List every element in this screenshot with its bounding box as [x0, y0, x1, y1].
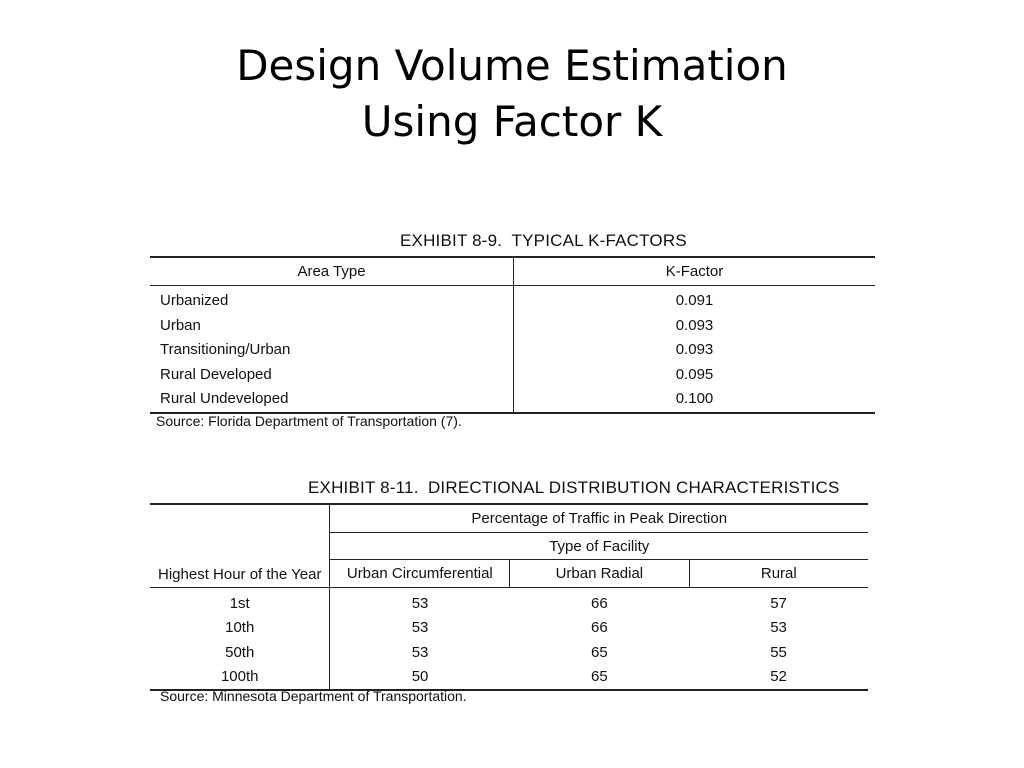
exhibit-8-9-caption: [400, 231, 687, 251]
urban-radial-cell: 65: [591, 643, 608, 661]
urban-circumferential-header: Urban Circumferential: [330, 560, 510, 588]
exhibit-8-11-number: EXHIBIT 8-11.: [308, 478, 419, 497]
area-type-cell: Urbanized: [150, 286, 514, 314]
slide-title-line-1: Design Volume Estimation: [236, 41, 788, 90]
rural-cell: 57: [770, 594, 787, 612]
table-row: [150, 387, 875, 413]
area-type-header: Area Type: [150, 257, 514, 286]
urban-circumferential-cell: 53: [411, 619, 429, 637]
urban-radial-cell: 66: [591, 594, 608, 612]
slide-title-line-2: Using Factor K: [361, 97, 663, 146]
table-row: [150, 665, 868, 691]
hour-cell: 50th: [150, 640, 330, 665]
rural-cell: 53: [770, 619, 787, 637]
k-factor-cell: 0.093: [675, 316, 714, 334]
urban-circumferential-cell: 50: [330, 665, 510, 691]
k-factor-cell: 0.100: [514, 387, 876, 413]
urban-radial-cell: 66: [591, 619, 608, 637]
urban-circumferential-cell: 53: [411, 594, 429, 612]
exhibit-8-11-caption: [308, 478, 840, 498]
exhibit-8-9-number: EXHIBIT 8-9.: [400, 231, 503, 250]
k-factor-cell: 0.093: [675, 341, 714, 359]
exhibit-8-11-source: Source: Minnesota Department of Transportation.: [160, 688, 467, 704]
urban-radial-header: Urban Radial: [510, 560, 689, 588]
hour-cell: 1st: [150, 588, 330, 616]
rural-header: Rural: [689, 560, 868, 588]
table-row: [150, 286, 875, 314]
table-row: [150, 640, 868, 665]
urban-circumferential-cell: 53: [411, 643, 429, 661]
header-row-percentage: [150, 504, 868, 533]
k-factor-cell: 0.095: [675, 365, 714, 383]
area-type-cell: Rural Developed: [150, 363, 514, 388]
exhibit-8-9-source: Source: Florida Department of Transportation (7).: [156, 413, 462, 429]
percentage-header: Percentage of Traffic in Peak Direction: [330, 504, 868, 533]
table-row: [150, 314, 875, 339]
table-row: [150, 338, 875, 363]
area-type-cell: Rural Undeveloped: [150, 387, 514, 413]
k-factor-cell: 0.091: [675, 292, 714, 310]
directional-distribution-table: [150, 503, 868, 691]
slide-title: [0, 38, 1024, 150]
area-type-cell: Transitioning/Urban: [150, 338, 514, 363]
rural-cell: 52: [689, 665, 868, 691]
urban-radial-cell: 65: [510, 665, 689, 691]
type-of-facility-header: Type of Facility: [330, 533, 868, 560]
highest-hour-header: Highest Hour of the Year: [150, 504, 330, 588]
hour-cell: 100th: [150, 665, 330, 691]
table-row: [150, 363, 875, 388]
k-factor-header: K-Factor: [514, 257, 876, 286]
k-factor-header-row: [150, 257, 875, 286]
table-row: [150, 588, 868, 616]
hour-cell: 10th: [150, 616, 330, 641]
k-factor-table: [150, 256, 875, 414]
rural-cell: 55: [770, 643, 787, 661]
table-row: [150, 616, 868, 641]
exhibit-8-9-title: TYPICAL K-FACTORS: [511, 231, 687, 250]
area-type-cell: Urban: [150, 314, 514, 339]
exhibit-8-11-title: DIRECTIONAL DISTRIBUTION CHARACTERISTICS: [427, 478, 840, 497]
